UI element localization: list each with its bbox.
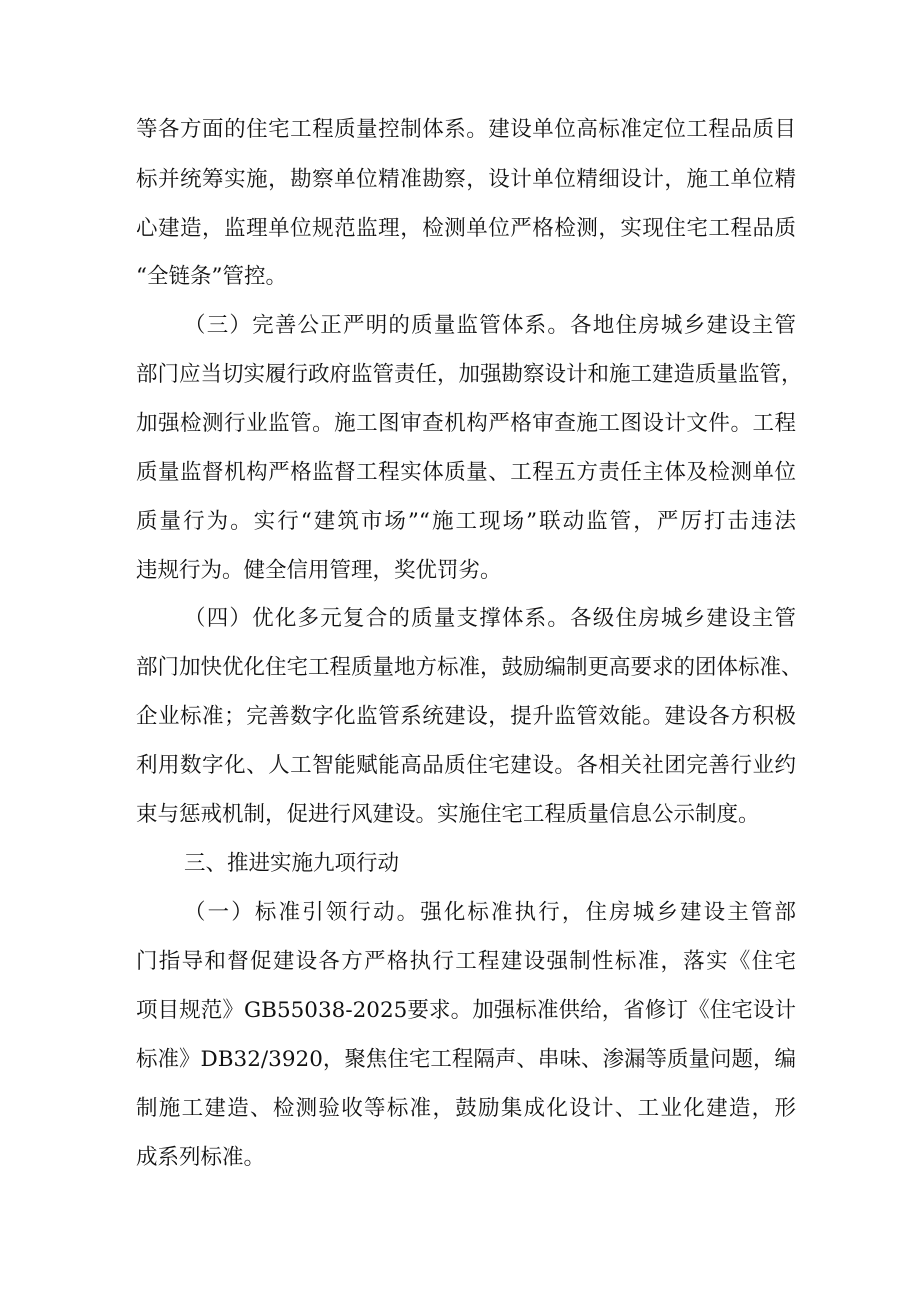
paragraph-4-line-3: 项目规范》GB55038-2025要求。加强标准供给，省修订《住宅设计 (136, 998, 796, 1023)
paragraph-3-line-3: 企业标准；完善数字化监管系统建设，提升监管效能。建设各方积极 (136, 704, 796, 729)
paragraph-4-line-5: 制施工建造、检测验收等标准，鼓励集成化设计、工业化建造，形 (136, 1096, 796, 1121)
paragraph-3-line-2: 部门加快优化住宅工程质量地方标准，鼓励编制更高要求的团体标准、 (136, 655, 803, 680)
paragraph-1-line-3: 心建造，监理单位规范监理，检测单位严格检测，实现住宅工程品质 (136, 216, 796, 241)
paragraph-2-line-2: 部门应当切实履行政府监管责任，加强勘察设计和施工建造质量监管， (136, 362, 803, 387)
paragraph-4-line-4: 标准》DB32/3920，聚焦住宅工程隔声、串味、渗漏等质量问题，编 (136, 1047, 796, 1072)
paragraph-2-line-4: 质量监督机构严格监督工程实体质量、工程五方责任主体及检测单位 (136, 460, 796, 485)
paragraph-2-line-5: 质量行为。实行“建筑市场”“施工现场”联动监管，严厉打击违法 (136, 509, 796, 534)
paragraph-1-line-1: 等各方面的住宅工程质量控制体系。建设单位高标准定位工程品质目 (136, 117, 796, 142)
paragraph-2-line-1: （三）完善公正严明的质量监管体系。各地住房城乡建设主管 (184, 313, 796, 338)
paragraph-3-line-4: 利用数字化、人工智能赋能高品质住宅建设。各相关社团完善行业约 (136, 753, 796, 778)
paragraph-1-line-2: 标并统筹实施，勘察单位精准勘察，设计单位精细设计，施工单位精 (136, 167, 796, 192)
paragraph-4-line-2: 门指导和督促建设各方严格执行工程建设强制性标准，落实《住宅 (136, 949, 796, 974)
paragraph-3-line-5: 束与惩戒机制，促进行风建设。实施住宅工程质量信息公示制度。 (136, 802, 760, 827)
paragraph-2-line-6: 违规行为。健全信用管理，奖优罚劣。 (136, 558, 502, 583)
paragraph-2-line-3: 加强检测行业监管。施工图审查机构严格审查施工图设计文件。工程 (136, 411, 796, 436)
paragraph-4-line-6: 成系列标准。 (136, 1145, 266, 1170)
paragraph-3-line-1: （四）优化多元复合的质量支撑体系。各级住房城乡建设主管 (184, 606, 796, 631)
section-heading: 三、推进实施九项行动 (184, 851, 400, 876)
paragraph-4-line-1: （一）标准引领行动。强化标准执行，住房城乡建设主管部 (184, 900, 796, 925)
paragraph-1-line-4: “全链条”管控。 (136, 264, 287, 289)
